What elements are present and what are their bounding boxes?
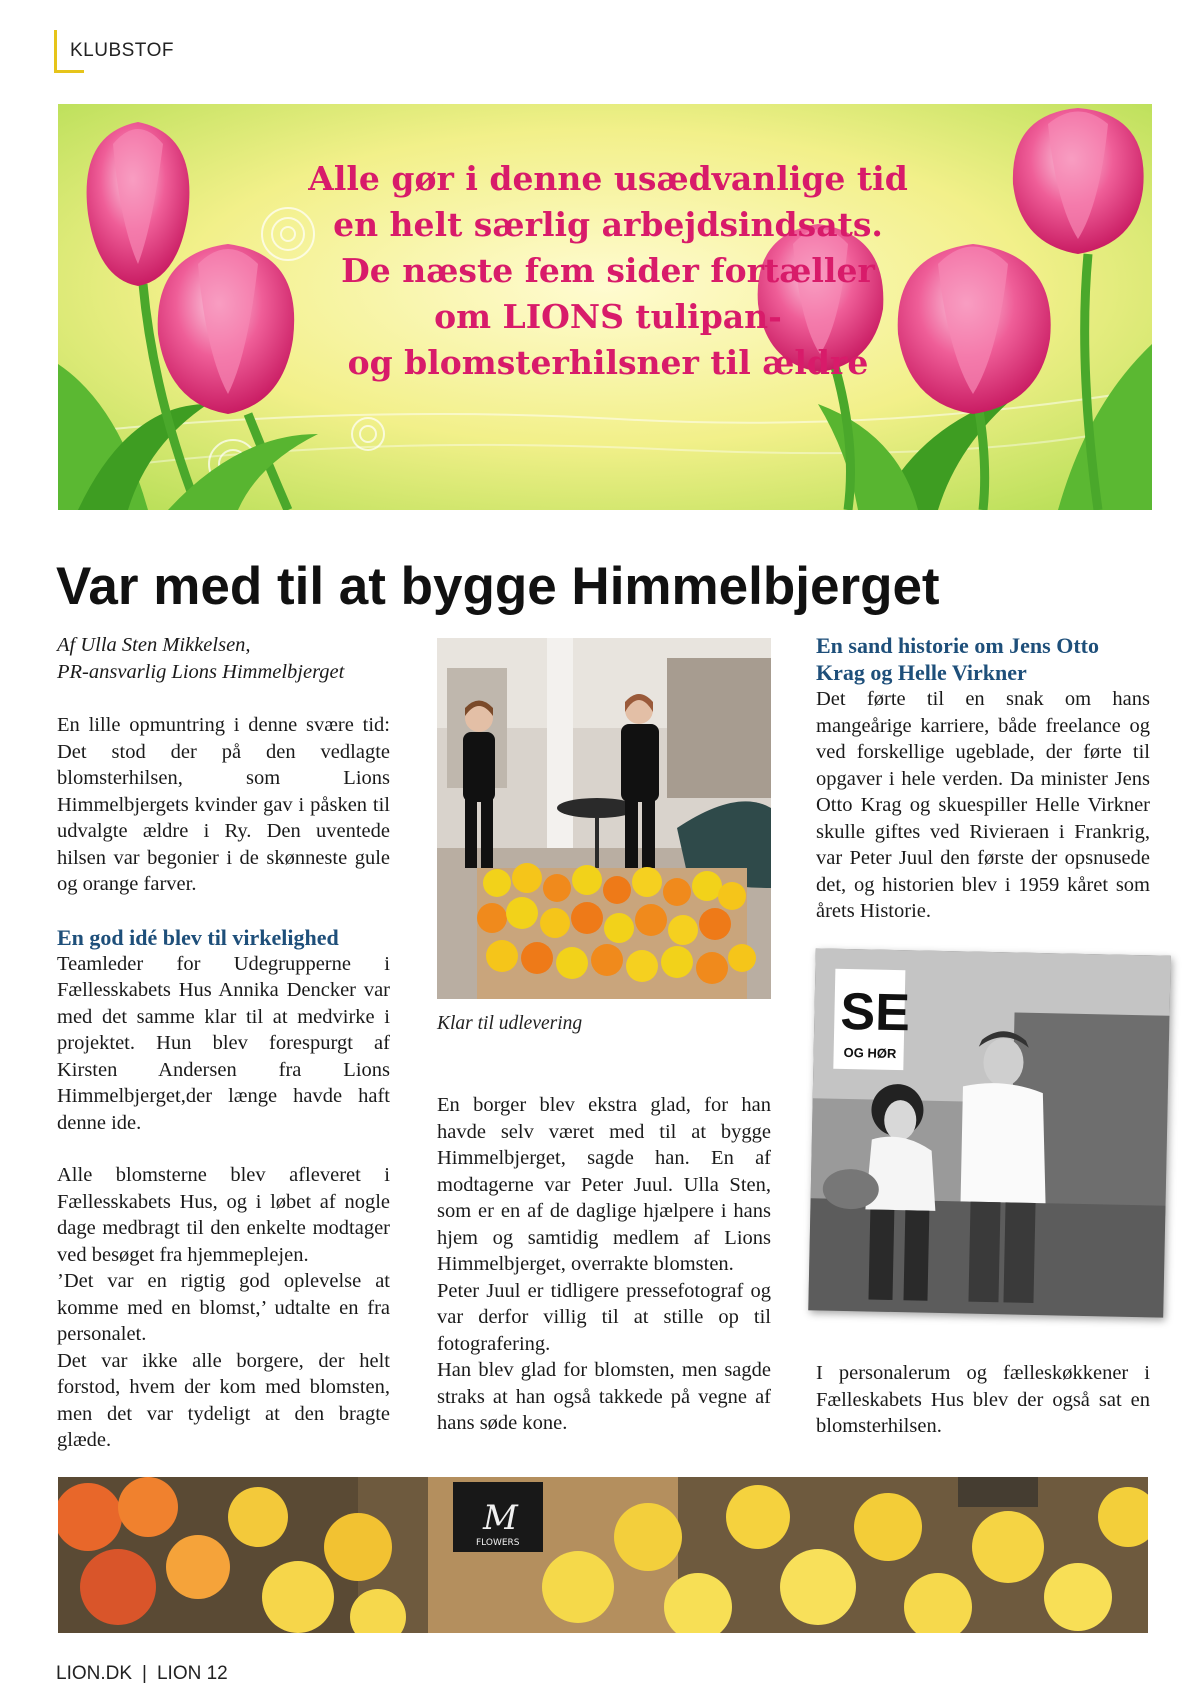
banner-line: og blomsterhilsner til ældre bbox=[347, 343, 869, 382]
paragraph: Peter Juul er tidligere pressefotograf og var derfor villig til at stille op til fotografering. bbox=[437, 1279, 771, 1355]
begonia-photo-strip bbox=[58, 1477, 1148, 1633]
article-column-1 bbox=[57, 632, 390, 1454]
magazine-logo-top: SE bbox=[839, 982, 911, 1043]
banner-line: Alle gør i denne usædvanlige tid bbox=[308, 159, 908, 198]
flower-shop-tag-letter: M bbox=[483, 1498, 518, 1538]
magazine-cover-photo bbox=[808, 948, 1171, 1317]
paragraph: Det var ikke alle borgere, der helt forstod, hvem der kom med blomsten, men det var tydeligt at den bragte glæde. bbox=[57, 1349, 390, 1451]
byline bbox=[57, 632, 390, 686]
subheading: En sand historie om Jens Otto Krag og Helle Virkner bbox=[816, 633, 1099, 685]
section-tag bbox=[54, 30, 254, 72]
byline-role: PR-ansvarlig Lions Himmelbjerget bbox=[57, 661, 345, 683]
banner-text bbox=[258, 156, 958, 386]
footer-site: LION.DK bbox=[56, 1663, 133, 1684]
tulip-banner bbox=[58, 104, 1152, 510]
banner-line: De næste fem sider fortæller bbox=[341, 251, 875, 290]
section-label: KLUBSTOF bbox=[70, 40, 174, 61]
footer-separator: | bbox=[142, 1663, 147, 1684]
subheading: En god idé blev til virkelighed bbox=[57, 924, 339, 950]
article-column-3 bbox=[816, 632, 1150, 925]
paragraph: Teamleder for Udegrupperne i Fællesskabets Hus Annika Dencker var med det samme klar til at medvirke i projektet. Hun blev forespurgt af Kirsten Andersen fra Lions Himmelbjerget,der længe havde haft denne ide. bbox=[57, 952, 390, 1134]
banner-line: om LIONS tulipan- bbox=[434, 297, 782, 336]
section-tag-bar-horizontal bbox=[54, 70, 84, 73]
paragraph: ’Det var en rigtig god oplevelse at komme med en blomst,’ udtalte en fra personalet. bbox=[57, 1270, 390, 1345]
photo-volunteers-with-flowers bbox=[437, 638, 771, 999]
paragraph: I personalerum og fælleskøkkener i Fælleskabets Hus blev der også sat en blomsterhilsen. bbox=[816, 1362, 1150, 1437]
footer-page-number: LION 12 bbox=[156, 1663, 228, 1684]
paragraph: En borger blev ekstra glad, for han havde selv været med til at bygge Himmelbjerget, sagde han. En af modtagerne var Peter Juul. Ulla Sten, som er en af de daglige hjælpere i hans hjem og samtidig medlem af Lions Himmelbjerget, overrakte blomsten. bbox=[437, 1094, 771, 1275]
paragraph: Det førte til en snak om hans mangeårige karriere, både freelance og ved forskellige ugeblade, der førte til opgaver i hele verden. Da minister Jens Otto Krag og skuespiller Helle Virkner skulle giftes ved Rivieraen i Frankrig, var Peter Juul den første der opsnusede det, og historien blev i 1959 kåret som årets Historie. bbox=[816, 688, 1150, 922]
paragraph: Alle blomsterne blev afleveret i Fællesskabets Hus, og i løbet af nogle dage medbragt til den enkelte modtager ved besøget fra hjemmeplejen. bbox=[57, 1164, 390, 1266]
page-footer bbox=[56, 1663, 228, 1685]
flower-shop-tag-word: FLOWERS bbox=[476, 1538, 520, 1548]
magazine-logo-bottom: OG HØR bbox=[843, 1044, 897, 1062]
paragraph: Han blev glad for blomsten, men sagde straks at han også takkede på vegne af hans søde kone. bbox=[437, 1359, 771, 1434]
article-column-2 bbox=[437, 1092, 771, 1437]
photo-caption: Klar til udlevering bbox=[437, 1013, 583, 1034]
intro-paragraph: En lille opmuntring i denne svære tid: Det stod der på den vedlagte blomsterhilsen, som Lions Himmelbjergets kvinder gav i påsken til udvalgte ældre i Ry. Den uventede hilsen var begonier i de skønneste gule og orange farver. bbox=[57, 714, 390, 895]
article-column-3-end bbox=[816, 1360, 1150, 1440]
banner-line: en helt særlig arbejdsindsats. bbox=[333, 205, 883, 244]
article-headline: Var med til at bygge Himmelbjerget bbox=[56, 557, 940, 616]
section-tag-bar-vertical bbox=[54, 30, 57, 72]
byline-author: Af Ulla Sten Mikkelsen, bbox=[57, 634, 251, 656]
